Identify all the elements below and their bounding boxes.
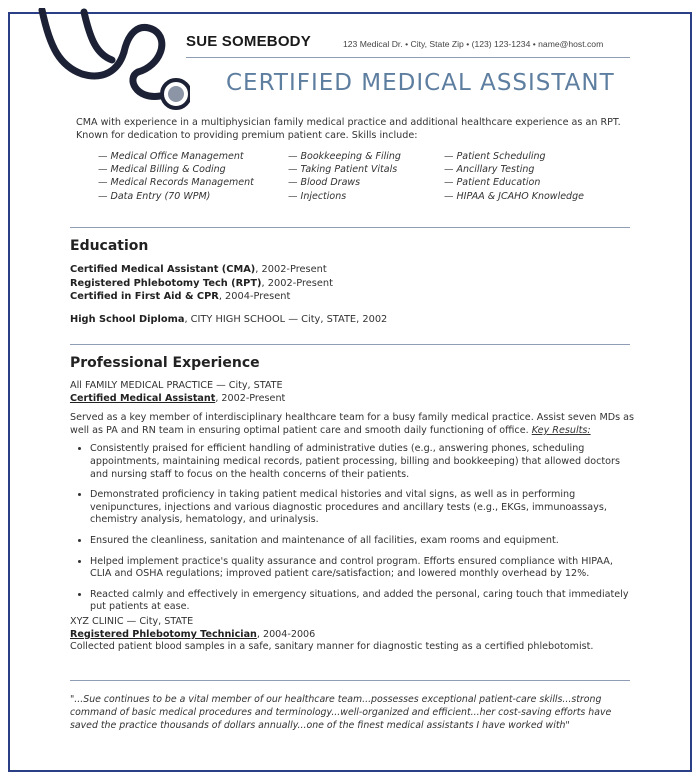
stethoscope-icon	[20, 8, 190, 168]
education-item: Certified Medical Assistant (CMA), 2002-Present	[70, 264, 327, 275]
summary-paragraph: CMA with experience in a multiphysician family medical practice and additional healthcare experience as an RPT. Known for dedication to providing premium patient care. Skills include:	[76, 117, 621, 141]
skill-item: — Ancillary Testing	[444, 164, 535, 176]
skills-column-1	[98, 150, 254, 203]
bullet-item: • Ensured the cleanliness, sanitation and maintenance of all facilities, exam rooms and equipment.	[90, 535, 636, 548]
skill-item: — Injections	[288, 190, 347, 202]
skill-item: — Patient Education	[444, 177, 541, 189]
job-description: Collected patient blood samples in a safe, sanitary manner for diagnostic testing as a certified phlebotomist.	[70, 641, 594, 653]
skills-column-3	[444, 150, 584, 203]
education-diploma: High School Diploma, CITY HIGH SCHOOL — City, STATE, 2002	[70, 313, 388, 325]
skill-item: — Bookkeeping & Filing	[288, 151, 401, 162]
education-section	[70, 263, 387, 326]
job-description: Served as a key member of interdisciplinary healthcare team for a busy family medical practice. Assist seven MDs as well as PA and RN team in ensuring optimal patient care and smooth daily functioning of office. Key Results:	[70, 412, 635, 436]
resume-title: CERTIFIED MEDICAL ASSISTANT	[226, 70, 615, 96]
section-divider	[70, 227, 630, 228]
skill-item: — Taking Patient Vitals	[288, 164, 398, 176]
experience-heading: Professional Experience	[70, 355, 260, 371]
job-title-line: Certified Medical Assistant, 2002-Present	[70, 392, 286, 404]
skills-column-2	[288, 150, 401, 203]
bullet-item: • Demonstrated proficiency in taking patient medical histories and vital signs, as well as in performing venipunctures, injections and various diagnostic procedures and ancillary tests (e.g., EKGs, immunoassays, chemistry analysis, hematology, and urinalysis.	[90, 489, 636, 527]
skill-item: — Data Entry (70 WPM)	[98, 190, 211, 202]
section-divider	[70, 344, 630, 345]
bullet-item: • Reacted calmly and effectively in emergency situations, and added the personal, caring touch that immediately put patients at ease.	[90, 589, 636, 614]
candidate-name: SUE SOMEBODY	[186, 33, 311, 50]
contact-info: 123 Medical Dr. • City, State Zip • (123) 123-1234 • name@host.com	[343, 39, 604, 49]
skill-item: — Medical Billing & Coding	[98, 164, 226, 176]
skill-item: — Blood Draws	[288, 177, 361, 189]
section-divider	[70, 680, 630, 681]
education-item: Certified in First Aid & CPR, 2004-Present	[70, 291, 291, 303]
key-results-label: Key Results:	[531, 424, 591, 436]
education-heading: Education	[70, 238, 149, 254]
bullet-item: • Helped implement practice's quality assurance and control program. Efforts ensured compliance with HIPAA, CLIA and OSHA regulations; improved patient care/satisfaction; and lowered monthly overhead by 12%.	[90, 556, 636, 581]
testimonial-quote: "...Sue continues to be a vital member of our healthcare team...possesses exceptional patient-care skills...strong command of basic medical procedures and terminology...well-organized and efficient...her cost-saving efforts have saved the practice thousands of dollars annually...one of the finest medical assistants I have worked with"	[70, 694, 612, 731]
skill-item: — Medical Records Management	[98, 177, 254, 189]
job-bullets	[70, 443, 636, 614]
job-employer: All FAMILY MEDICAL PRACTICE — City, STATE	[70, 380, 283, 391]
header-divider	[186, 57, 630, 58]
skill-item: — Patient Scheduling	[444, 151, 546, 162]
skill-item: — Medical Office Management	[98, 151, 244, 162]
experience-section	[70, 380, 636, 654]
job-title-line: Registered Phlebotomy Technician, 2004-2006	[70, 628, 316, 640]
skill-item: — HIPAA & JCAHO Knowledge	[444, 190, 584, 202]
bullet-item: • Consistently praised for efficient handling of administrative duties (e.g., answering phones, scheduling appointments, maintaining medical records, patient processing, billing and bookkeeping) that allowed doctors and nursing staff to focus on the health concerns of their patients.	[90, 443, 636, 481]
education-item: Registered Phlebotomy Tech (RPT), 2002-Present	[70, 277, 333, 289]
job-employer: XYZ CLINIC — City, STATE	[70, 615, 194, 627]
